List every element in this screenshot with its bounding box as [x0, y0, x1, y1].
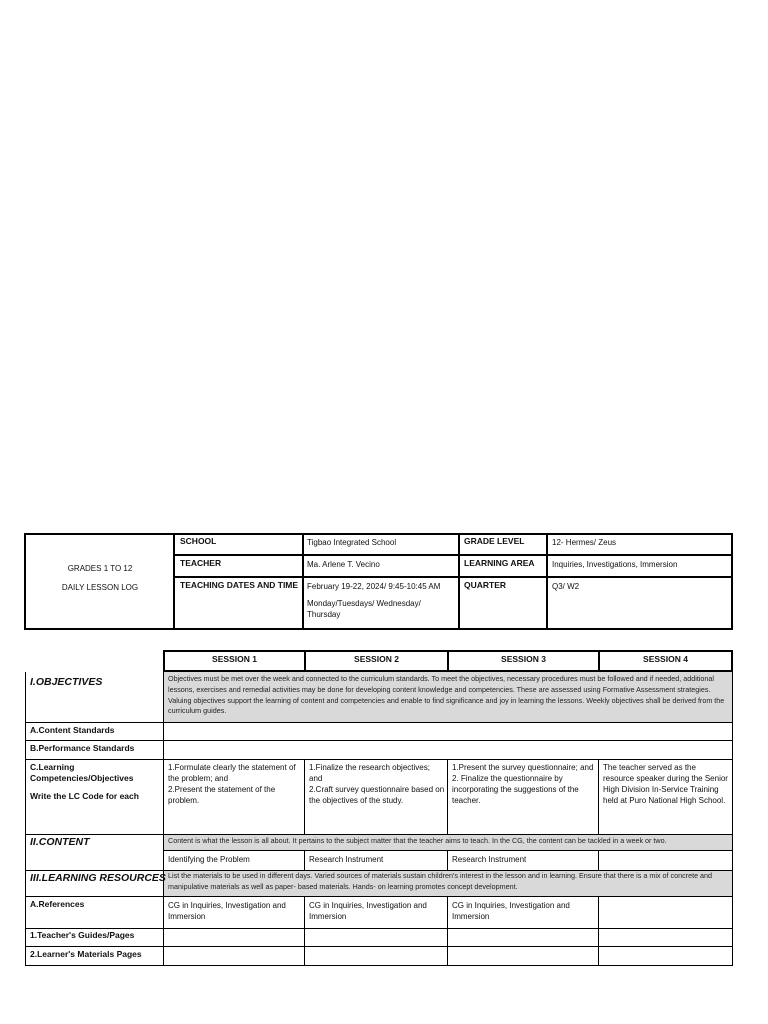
lc-code-label: Write the LC Code for each [30, 791, 139, 801]
learners-materials-label: 2.Learner's Materials Pages [30, 949, 142, 959]
header-title-line2: DAILY LESSON LOG [61, 583, 139, 592]
row-line [25, 928, 733, 929]
quarter-label: QUARTER [464, 580, 507, 590]
teaching-days-value: Monday/Tuesdays/ Wednesday/ Thursday [307, 599, 421, 619]
resources-note: List the materials to be used in different days. Varied sources of materials sustain children's interest in the lesson and in learning. Ensure that there is a mix of concrete and manipulative materials as well as paper- based materials. Hands- on learning promotes concept development. [168, 871, 713, 891]
resources-title: III.LEARNING RESOURCES [30, 872, 166, 884]
session-col-divider-3 [598, 851, 599, 870]
school-label: SCHOOL [180, 536, 217, 546]
header-divider-row2 [175, 576, 733, 578]
session-3-header: SESSION 3 [501, 654, 546, 664]
grade-level-value: 12- Hermes/ Zeus [552, 538, 617, 547]
learning-competencies-label: C.Learning Competencies/Objectives [30, 762, 134, 783]
row-line [25, 759, 733, 760]
content-title: II.CONTENT [30, 836, 90, 848]
row-line [25, 946, 733, 947]
references-session-1: CG in Inquiries, Investigation and Immersion [168, 901, 286, 921]
content-session-2: Research Instrument [309, 855, 384, 864]
content-standards-label: A.Content Standards [30, 725, 115, 735]
session-col-divider-1 [304, 760, 305, 834]
row-line [25, 740, 733, 741]
header-divider-col2 [302, 534, 304, 629]
row-line [25, 722, 733, 723]
session-4-header: SESSION 4 [643, 654, 688, 664]
learning-area-label: LEARNING AREA [464, 558, 535, 568]
learning-area-value: Inquiries, Investigations, Immersion [552, 560, 678, 569]
performance-standards-label: B.Performance Standards [30, 743, 135, 753]
teachers-guides-label: 1.Teacher's Guides/Pages [30, 930, 135, 940]
lc-session-3: 1.Present the survey questionnaire; and 2. Finalize the questionnaire by incorporating the suggestions of the teacher. [452, 763, 594, 805]
session-col-divider-1 [304, 851, 305, 870]
session-1-header: SESSION 1 [212, 654, 257, 664]
school-value: Tigbao Integrated School [307, 538, 397, 547]
objectives-note: Objectives must be met over the week and connected to the curriculum standards. To meet the objectives, necessary procedures must be followed and if needed, additional lessons, exercises and remedial activities may be done for developing content knowledge and competencies. These are assessed using Formative Assessment strategies. Valuing objectives support the learning of content and competencies and enable to find significance and joy in learning the lessons. Weekly objectives shall be derived from the curriculum guides. [168, 674, 725, 716]
session-col-divider-2 [447, 851, 448, 870]
session-2-header: SESSION 2 [354, 654, 399, 664]
header-divider-row1 [175, 554, 733, 556]
lc-session-1: 1.Formulate clearly the statement of the problem; and 2.Present the statement of the problem. [168, 763, 296, 805]
teacher-label: TEACHER [180, 558, 222, 568]
lc-session-2: 1.Finalize the research objectives; and 2.Craft survey questionnaire based on the objectives of the study. [309, 763, 445, 805]
lc-session-4: The teacher served as the resource speaker during the Senior High Division In-Service Training held at Puro National High School. [603, 763, 728, 805]
teaching-dates-value: February 19-22, 2024/ 9:45-10:45 AM [307, 582, 441, 591]
row-line [163, 850, 733, 851]
references-session-3: CG in Inquiries, Investigation and Immersion [452, 901, 570, 921]
references-label: A.References [30, 899, 85, 909]
references-session-2: CG in Inquiries, Investigation and Immersion [309, 901, 427, 921]
row-line [25, 896, 733, 897]
header-divider-col3 [458, 534, 460, 629]
teacher-value: Ma. Arlene T. Vecino [307, 560, 380, 569]
session-col-divider-3 [598, 760, 599, 834]
header-title-line1: GRADES 1 TO 12 [67, 564, 133, 573]
teaching-dates-label: TEACHING DATES AND TIME [180, 580, 299, 590]
content-session-3: Research Instrument [452, 855, 527, 864]
session-col-divider-2 [447, 897, 448, 966]
session-col-divider-2 [447, 760, 448, 834]
header-divider-col4 [546, 534, 548, 629]
grade-level-label: GRADE LEVEL [464, 536, 525, 546]
objectives-title: I.OBJECTIVES [30, 676, 103, 688]
quarter-value: Q3/ W2 [552, 582, 580, 591]
content-session-1: Identifying the Problem [168, 855, 250, 864]
session-col-divider-1 [304, 897, 305, 966]
content-note: Content is what the lesson is all about. It pertains to the subject matter that the teacher aims to teach. In the CG, the content can be tackled in a week or two. [168, 836, 667, 845]
session-col-divider-3 [598, 897, 599, 966]
